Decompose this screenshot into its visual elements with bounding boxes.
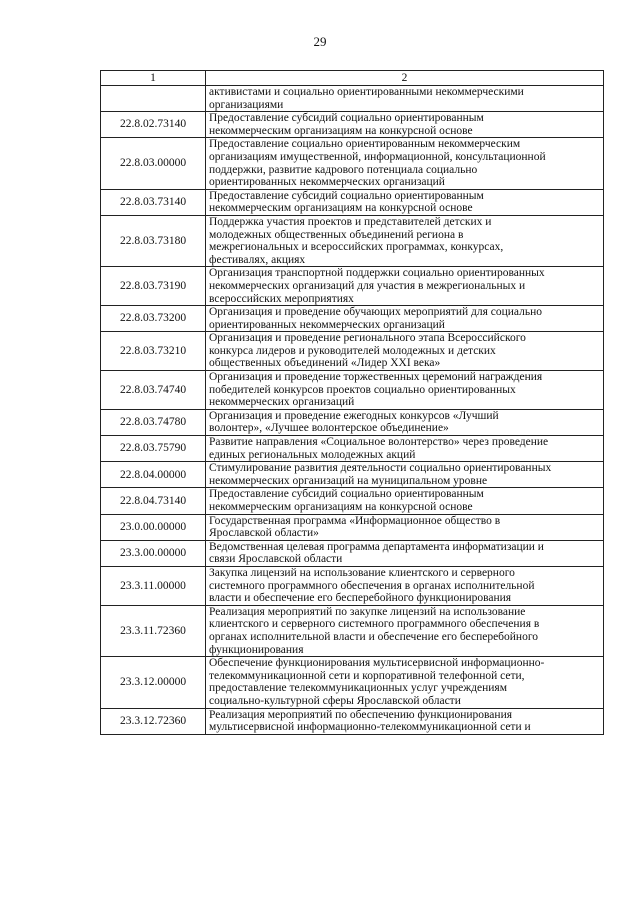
row-code: 22.8.02.73140 xyxy=(101,112,206,138)
row-description xyxy=(206,267,604,306)
row-code: 23.3.12.72360 xyxy=(101,708,206,734)
description-line: Ведомственная целевая программа департамента информатизации и xyxy=(209,540,544,553)
row-description xyxy=(206,306,604,332)
row-description xyxy=(206,488,604,514)
description-line: некоммерческих организаций на муниципальном уровне xyxy=(209,474,488,487)
row-code: 22.8.03.73210 xyxy=(101,332,206,371)
description-line: победителей конкурсов проектов социально ориентированных xyxy=(209,383,516,396)
description-line: некоммерческих организаций xyxy=(209,396,355,409)
table-row xyxy=(101,409,604,435)
table-row xyxy=(101,306,604,332)
table-row xyxy=(101,189,604,215)
table-row xyxy=(101,708,604,734)
row-description xyxy=(206,436,604,462)
table-row xyxy=(101,514,604,540)
table-row xyxy=(101,657,604,708)
row-code: 22.8.03.75790 xyxy=(101,436,206,462)
row-description xyxy=(206,540,604,566)
description-line: всероссийских мероприятиях xyxy=(209,292,354,305)
table-row xyxy=(101,215,604,266)
description-line: фестивалях, акциях xyxy=(209,253,306,266)
row-description xyxy=(206,605,604,656)
page-number: 29 xyxy=(313,34,327,49)
description-line: функционирования xyxy=(209,643,304,656)
table-body xyxy=(101,86,604,735)
row-description xyxy=(206,514,604,540)
table-row xyxy=(101,436,604,462)
description-line: Организация и проведение регионального этапа Всероссийского xyxy=(209,332,526,345)
description-line: некоммерческих организаций для участия в межрегиональных и xyxy=(209,279,526,292)
table-row xyxy=(101,566,604,605)
table-row xyxy=(101,138,604,189)
description-line: волонтер», «Лучшее волонтерское объединение» xyxy=(209,422,449,435)
table-header-row xyxy=(101,71,604,86)
description-line: конкурса лидеров и руководителей молодежных и детских xyxy=(209,344,496,357)
description-line: мультисервисной информационно-телекоммуникационной сети и xyxy=(209,721,531,734)
description-line: единых региональных молодежных акций xyxy=(209,448,416,461)
row-description xyxy=(206,112,604,138)
description-line: предоставление телекоммуникационных услуг учреждениям xyxy=(209,682,507,695)
description-line: Организация и проведение торжественных церемоний награждения xyxy=(209,371,543,384)
description-line: Реализация мероприятий по обеспечению функционирования xyxy=(209,708,513,721)
table-row xyxy=(101,605,604,656)
row-code: 23.3.11.72360 xyxy=(101,605,206,656)
description-line: Организация и проведение ежегодных конкурсов «Лучший xyxy=(209,409,499,422)
table-row xyxy=(101,267,604,306)
description-line: молодежных общественных объединений региона в xyxy=(209,228,464,241)
table-row xyxy=(101,86,604,112)
table-row xyxy=(101,371,604,410)
row-description xyxy=(206,86,604,112)
row-code: 22.8.04.73140 xyxy=(101,488,206,514)
table-row xyxy=(101,332,604,371)
column-header-1: 1 xyxy=(101,71,206,86)
row-code: 23.3.12.00000 xyxy=(101,657,206,708)
description-line: органах исполнительной власти и обеспечение его бесперебойного xyxy=(209,630,539,643)
description-line: Поддержка участия проектов и представителей детских и xyxy=(209,215,492,228)
description-line: Предоставление субсидий социально ориентированным xyxy=(209,488,484,501)
description-line: телекоммуникационной сети и корпоративной телефонной сети, xyxy=(209,669,525,682)
description-line: ориентированных некоммерческих организаций xyxy=(209,318,445,331)
description-line: организациями xyxy=(209,98,284,111)
table-row xyxy=(101,112,604,138)
description-line: общественных объединений «Лидер XXI века» xyxy=(209,357,441,370)
row-description xyxy=(206,462,604,488)
row-description xyxy=(206,189,604,215)
row-description xyxy=(206,708,604,734)
row-description xyxy=(206,138,604,189)
description-line: социально-культурной сферы Ярославской области xyxy=(209,694,461,707)
description-line: ориентированных некоммерческих организаций xyxy=(209,176,445,189)
description-line: Стимулирование развития деятельности социально ориентированных xyxy=(209,462,552,475)
description-line: Организация и проведение обучающих мероприятий для социально xyxy=(209,306,543,319)
description-line: связи Ярославской области xyxy=(209,553,343,566)
row-description xyxy=(206,332,604,371)
table-row xyxy=(101,540,604,566)
row-code: 23.3.00.00000 xyxy=(101,540,206,566)
column-header-2: 2 xyxy=(206,71,604,86)
row-description xyxy=(206,409,604,435)
row-code xyxy=(101,86,206,112)
budget-code-table xyxy=(100,70,604,735)
description-line: Предоставление субсидий социально ориентированным xyxy=(209,189,484,202)
description-line: Обеспечение функционирования мультисервисной информационно- xyxy=(209,657,545,670)
row-code: 22.8.03.73180 xyxy=(101,215,206,266)
row-code: 22.8.03.74780 xyxy=(101,409,206,435)
description-line: власти и обеспечение его бесперебойного функционирования xyxy=(209,592,512,605)
row-code: 22.8.03.73200 xyxy=(101,306,206,332)
row-description xyxy=(206,566,604,605)
row-code: 22.8.03.73190 xyxy=(101,267,206,306)
row-code: 22.8.03.00000 xyxy=(101,138,206,189)
description-line: поддержки, развитие кадрового потенциала социально xyxy=(209,163,478,176)
description-line: активистами и социально ориентированными некоммерческими xyxy=(209,86,524,98)
description-line: Развитие направления «Социальное волонтерство» через проведение xyxy=(209,436,549,449)
description-line: некоммерческим организациям на конкурсной основе xyxy=(209,124,473,137)
row-description xyxy=(206,371,604,410)
description-line: организациям имущественной, информационной, консультационной xyxy=(209,150,546,163)
description-line: системного программного обеспечения в органах исполнительной xyxy=(209,579,535,592)
table-row xyxy=(101,488,604,514)
row-description xyxy=(206,657,604,708)
row-code: 22.8.03.73140 xyxy=(101,189,206,215)
description-line: клиентского и серверного системного программного обеспечения в xyxy=(209,618,540,631)
row-code: 22.8.03.74740 xyxy=(101,371,206,410)
row-code: 22.8.04.00000 xyxy=(101,462,206,488)
description-line: Предоставление субсидий социально ориентированным xyxy=(209,112,484,125)
description-line: некоммерческим организациям на конкурсной основе xyxy=(209,501,473,513)
description-line: Государственная программа «Информационное общество в xyxy=(209,514,501,527)
table-row xyxy=(101,462,604,488)
description-line: Предоставление социально ориентированным некоммерческим xyxy=(209,138,521,151)
description-line: Ярославской области» xyxy=(209,527,319,540)
row-description xyxy=(206,215,604,266)
description-line: Закупка лицензий на использование клиентского и серверного xyxy=(209,566,515,579)
description-line: Организация транспортной поддержки социально ориентированных xyxy=(209,267,545,280)
row-code: 23.3.11.00000 xyxy=(101,566,206,605)
description-line: некоммерческим организациям на конкурсной основе xyxy=(209,202,473,215)
description-line: Реализация мероприятий по закупке лицензий на использование xyxy=(209,605,526,618)
description-line: межрегиональных и всероссийских программах, конкурсах, xyxy=(209,241,504,254)
row-code: 23.0.00.00000 xyxy=(101,514,206,540)
